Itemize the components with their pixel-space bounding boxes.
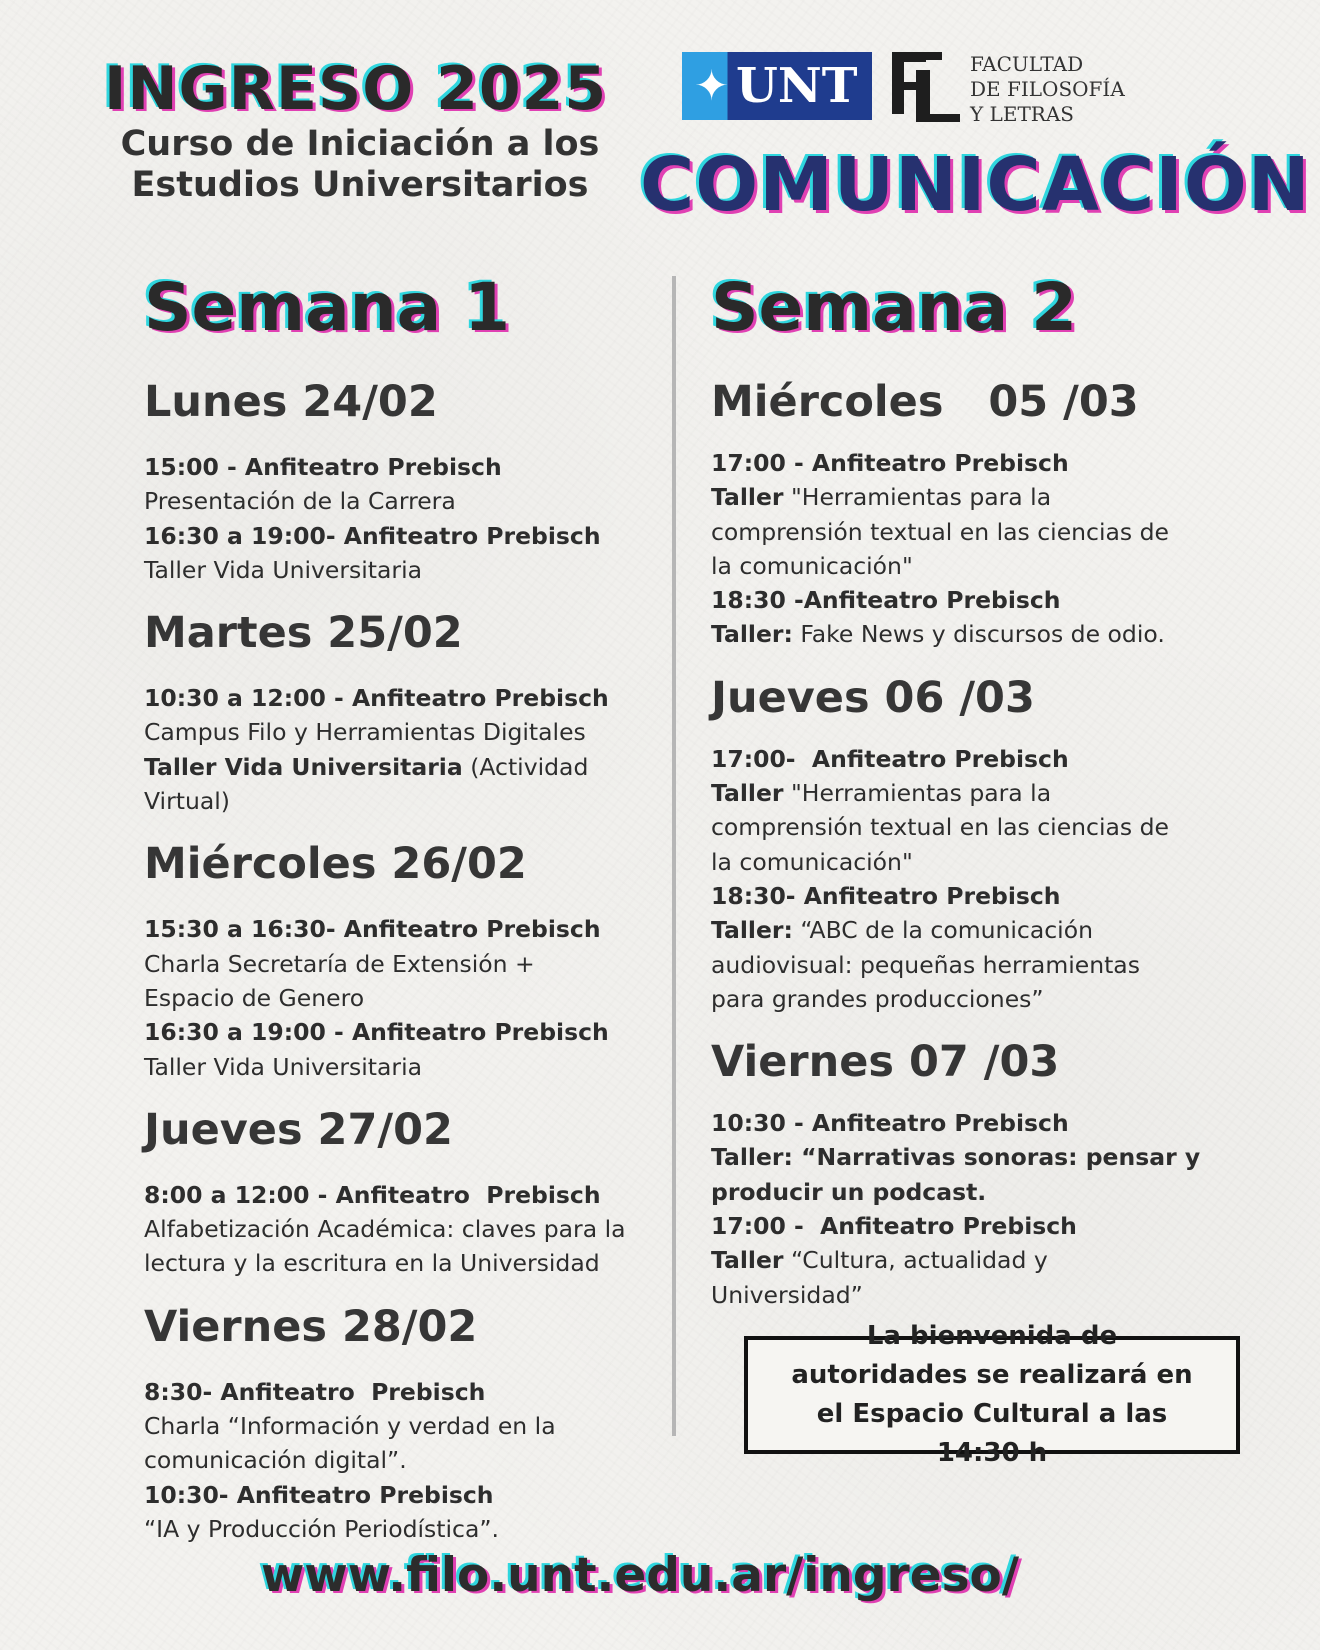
ingreso-title: INGRESO 2025	[104, 54, 608, 124]
entry-time: 15:00 - Anfiteatro Prebisch	[144, 453, 502, 481]
entry-time: 17:00- Anfiteatro Prebisch	[711, 744, 1069, 773]
entry-time: 18:30- Anfiteatro Prebisch	[711, 881, 1061, 910]
subtitle-line-1: Curso de Iniciación a los	[120, 124, 600, 164]
entry-description: Campus Filo y Herramientas Digitales	[144, 718, 586, 747]
schedule-entry	[711, 742, 1231, 879]
day-block	[144, 607, 664, 818]
faculty-line-3: Y LETRAS	[970, 102, 1074, 126]
entry-description: Alfabetización Académica: claves para la lectura y la escritura en la Universidad	[144, 1215, 626, 1278]
entry-time: 17:00 - Anfiteatro Prebisch	[711, 449, 1069, 477]
schedule-entry	[711, 879, 1231, 1016]
column-divider	[672, 276, 676, 1436]
schedule-entry	[144, 1015, 664, 1084]
schedule-entry	[711, 1209, 1231, 1312]
entry-time: 10:30 a 12:00 - Anfiteatro Prebisch	[144, 684, 609, 713]
website-url[interactable]: www.filo.unt.edu.ar/ingreso/	[260, 1548, 1020, 1603]
day-block	[711, 376, 1231, 652]
day-title: Martes 25/02	[144, 608, 463, 659]
star-icon: ✦	[694, 61, 730, 110]
day-block	[144, 1104, 664, 1281]
schedule-entry	[144, 912, 664, 1015]
week-2-column	[711, 268, 1231, 1332]
entry-time: 15:30 a 16:30- Anfiteatro Prebisch	[144, 915, 601, 944]
faculty-name	[970, 52, 1150, 127]
entry-time: 10:30 - Anfiteatro Prebisch	[711, 1109, 1069, 1138]
entry-label: Taller: “Narrativas sonoras: pensar y producir un podcast.	[711, 1143, 1201, 1206]
welcome-notice-box	[744, 1321, 1240, 1468]
entry-activity: Taller Vida Universitaria	[144, 752, 463, 781]
entry-time: 8:00 a 12:00 - Anfiteatro Prebisch	[144, 1180, 601, 1209]
subtitle-line-2: Estudios Universitarios	[131, 165, 589, 205]
schedule-entry	[711, 1106, 1231, 1209]
course-subtitle	[110, 124, 610, 206]
schedule-entry	[144, 1178, 664, 1281]
entry-time: 10:30- Anfiteatro Prebisch	[144, 1480, 494, 1509]
schedule-entry	[144, 450, 664, 519]
entry-time: 8:30- Anfiteatro Prebisch	[144, 1377, 486, 1406]
entry-note: (Actividad Virtual)	[144, 752, 589, 816]
entry-time: 16:30 a 19:00 - Anfiteatro Prebisch	[144, 1018, 609, 1047]
welcome-notice-text: La bienvenida de autoridades se realizará en el Espacio Cultural a las 14:30 h	[791, 1321, 1193, 1468]
day-title: Miércoles 05 /03	[711, 377, 1139, 427]
day-block	[144, 1301, 664, 1546]
day-title: Viernes 07 /03	[711, 1037, 1060, 1088]
week-1-column	[144, 268, 664, 1566]
entry-description: “ABC de la comunicación audiovisual: pequeñas herramientas para grandes producciones”	[711, 916, 1140, 1013]
entry-time: 18:30 -Anfiteatro Prebisch	[711, 586, 1061, 615]
week-1-title: Semana 1	[144, 269, 511, 346]
schedule-entry	[144, 519, 664, 588]
entry-description: Taller Vida Universitaria	[144, 1052, 423, 1081]
day-title: Viernes 28/02	[144, 1301, 478, 1352]
program-title: COMUNICACIÓN	[640, 142, 1311, 228]
day-title: Jueves 27/02	[144, 1104, 453, 1155]
entry-description: "Herramientas para la comprensión textual en las ciencias de la comunicación"	[711, 779, 1169, 876]
day-title: Lunes 24/02	[144, 377, 438, 427]
entry-time: 16:30 a 19:00- Anfiteatro Prebisch	[144, 521, 601, 550]
entry-description: Presentación de la Carrera	[144, 487, 456, 516]
entry-description: Charla Secretaría de Extensión + Espacio de Genero	[144, 949, 535, 1012]
entry-label: Taller	[711, 483, 784, 512]
faculty-line-1: FACULTAD	[970, 52, 1084, 76]
schedule-entry	[144, 1478, 664, 1547]
day-block	[711, 672, 1231, 1016]
entry-description: Taller Vida Universitaria	[144, 555, 423, 584]
entry-description: “Cultura, actualidad y Universidad”	[711, 1246, 1048, 1309]
entry-label: Taller	[711, 779, 784, 808]
entry-description: Charla “Información y verdad en la comunicación digital”.	[144, 1412, 556, 1475]
day-block	[144, 838, 664, 1083]
schedule-entry	[711, 583, 1231, 652]
day-block	[711, 1036, 1231, 1312]
entry-time: 17:00 - Anfiteatro Prebisch	[711, 1212, 1077, 1241]
entry-description: "Herramientas para la comprensión textual en las ciencias de la comunicación"	[711, 483, 1169, 580]
schedule-entry	[144, 1375, 664, 1478]
entry-description: Fake News y discursos de odio.	[792, 620, 1165, 649]
day-title: Jueves 06 /03	[711, 672, 1035, 723]
schedule-entry	[144, 750, 664, 819]
entry-description: “IA y Producción Periodística”.	[144, 1514, 499, 1543]
week-2-title: Semana 2	[711, 269, 1078, 346]
faculty-logo	[886, 48, 966, 126]
entry-label: Taller:	[711, 620, 793, 649]
day-block	[144, 376, 664, 587]
day-title: Miércoles 26/02	[144, 839, 527, 890]
schedule-entry	[711, 446, 1231, 583]
schedule-entry	[144, 681, 664, 750]
entry-label: Taller	[711, 1246, 784, 1275]
unt-logo	[682, 52, 872, 120]
faculty-line-2: DE FILOSOFÍA	[970, 77, 1125, 101]
unt-logo-text: UNT	[736, 58, 858, 114]
entry-label: Taller:	[711, 916, 793, 945]
